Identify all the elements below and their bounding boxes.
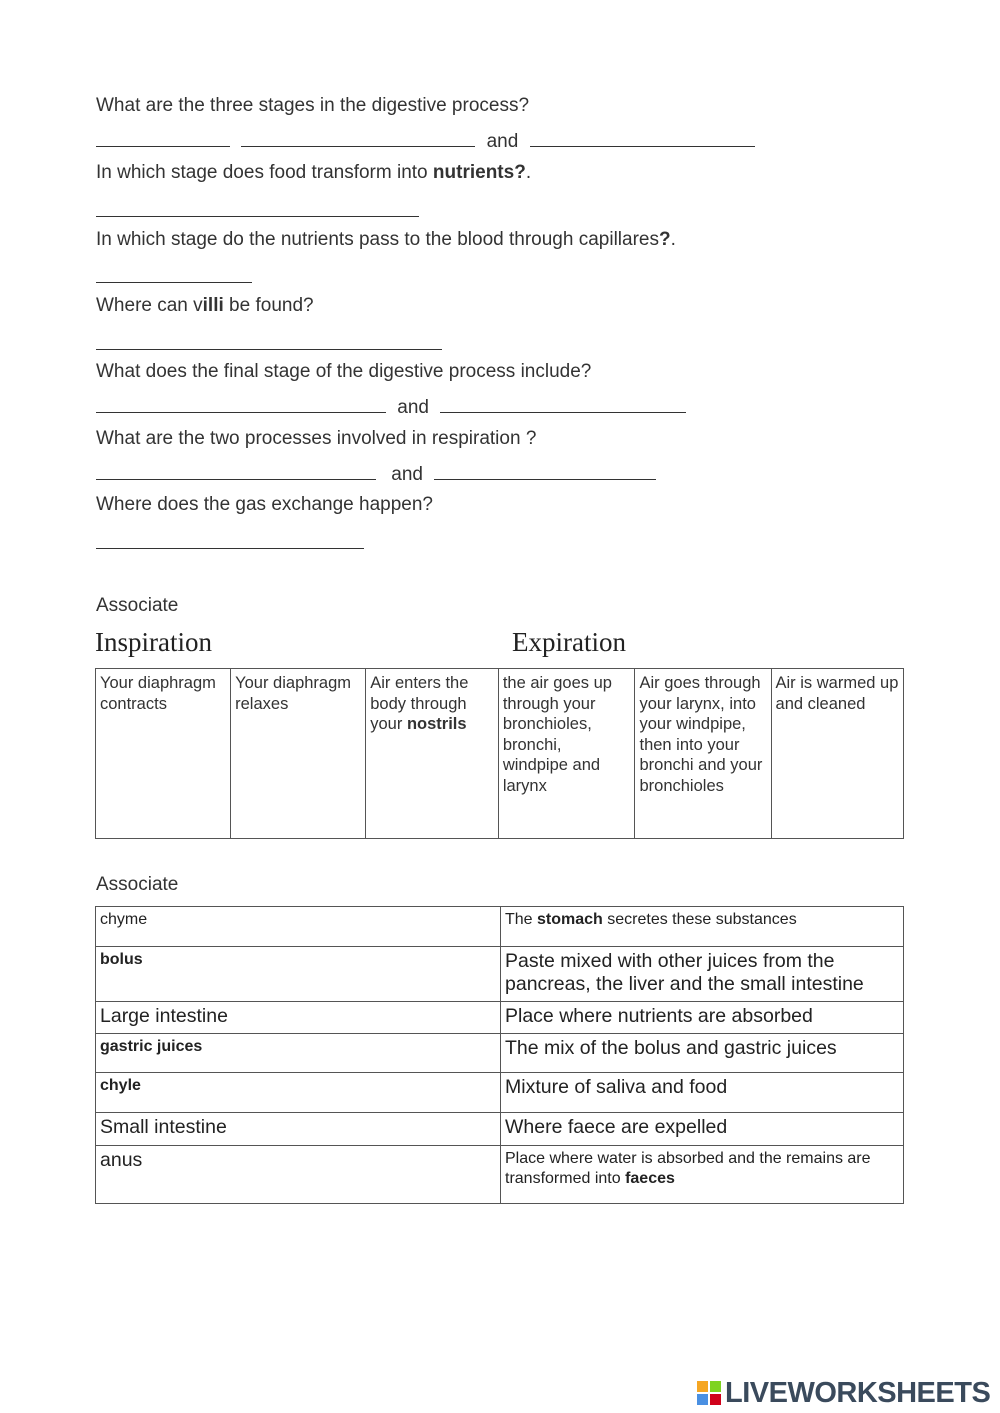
inspiration-heading: Inspiration <box>95 627 212 657</box>
term-cell[interactable]: Small intestine <box>96 1113 501 1146</box>
connector-text: and <box>486 131 519 152</box>
answer-blank[interactable] <box>96 128 230 147</box>
answer-blank[interactable] <box>96 461 376 480</box>
term-cell[interactable]: anus <box>96 1146 501 1204</box>
respiration-card[interactable]: Air is warmed up and cleaned <box>771 669 903 839</box>
table-row <box>96 1073 904 1113</box>
term-cell[interactable]: chyle <box>96 1073 501 1113</box>
answer-row-2 <box>96 198 419 223</box>
question-2: In which stage does food transform into nutrients?. <box>96 162 532 183</box>
table-row <box>96 1034 904 1073</box>
respiration-card[interactable]: Your diaphragm contracts <box>96 669 231 839</box>
respiration-card[interactable]: Your diaphragm relaxes <box>231 669 366 839</box>
question-7: Where does the gas exchange happen? <box>96 494 433 515</box>
connector-text: and <box>397 397 429 418</box>
answer-row-6 <box>96 461 656 486</box>
table-row <box>96 947 904 1002</box>
definition-cell[interactable]: Where faece are expelled <box>501 1113 904 1146</box>
respiration-card[interactable]: Air enters the body through your nostrils <box>366 669 499 839</box>
answer-blank[interactable] <box>440 394 686 413</box>
term-cell[interactable]: Large intestine <box>96 1002 501 1034</box>
respiration-table <box>95 668 904 839</box>
question-5: What does the final stage of the digestive process include? <box>96 361 592 382</box>
answer-blank[interactable] <box>434 461 656 480</box>
association-table <box>95 906 904 1204</box>
question-3: In which stage do the nutrients pass to the blood through capillares?. <box>96 229 676 250</box>
answer-blank[interactable] <box>241 128 475 147</box>
expiration-heading: Expiration <box>512 627 626 657</box>
question-6: What are the two processes involved in respiration ? <box>96 428 537 449</box>
connector-text: and <box>391 464 423 485</box>
associate-heading-2: Associate <box>96 874 179 895</box>
question-1: What are the three stages in the digestive process? <box>96 95 530 116</box>
term-cell[interactable]: gastric juices <box>96 1034 501 1073</box>
answer-row-3 <box>96 264 252 289</box>
term-cell[interactable]: bolus <box>96 947 501 1002</box>
answer-blank[interactable] <box>96 331 442 350</box>
definition-cell[interactable]: The mix of the bolus and gastric juices <box>501 1034 904 1073</box>
table-row <box>96 1002 904 1034</box>
definition-cell[interactable]: Place where water is absorbed and the remains are transformed into faeces <box>501 1146 904 1204</box>
answer-row-1 <box>96 128 755 153</box>
definition-cell[interactable]: Paste mixed with other juices from the pancreas, the liver and the small intestine <box>501 947 904 1002</box>
table-row <box>96 907 904 947</box>
term-cell[interactable]: chyme <box>96 907 501 947</box>
table-row <box>96 1146 904 1204</box>
answer-row-5 <box>96 394 686 419</box>
answer-row-4 <box>96 331 442 356</box>
liveworksheets-logo <box>697 1378 993 1408</box>
associate-heading-1: Associate <box>96 595 179 616</box>
answer-blank[interactable] <box>96 394 386 413</box>
answer-blank[interactable] <box>530 128 755 147</box>
question-4: Where can villi be found? <box>96 295 314 316</box>
answer-blank[interactable] <box>96 198 419 217</box>
definition-cell[interactable]: Place where nutrients are absorbed <box>501 1002 904 1034</box>
definition-cell[interactable]: Mixture of saliva and food <box>501 1073 904 1113</box>
logo-grid-icon <box>697 1381 721 1405</box>
logo-text: LIVEWORKSHEETS <box>725 1376 991 1409</box>
answer-row-7 <box>96 530 364 555</box>
answer-blank[interactable] <box>96 530 364 549</box>
definition-cell[interactable]: The stomach secretes these substances <box>501 907 904 947</box>
respiration-card[interactable]: Air goes through your larynx, into your windpipe, then into your bronchi and your bronchioles <box>635 669 771 839</box>
respiration-card[interactable]: the air goes up through your bronchioles, bronchi, windpipe and larynx <box>498 669 635 839</box>
table-row <box>96 1113 904 1146</box>
answer-blank[interactable] <box>96 264 252 283</box>
